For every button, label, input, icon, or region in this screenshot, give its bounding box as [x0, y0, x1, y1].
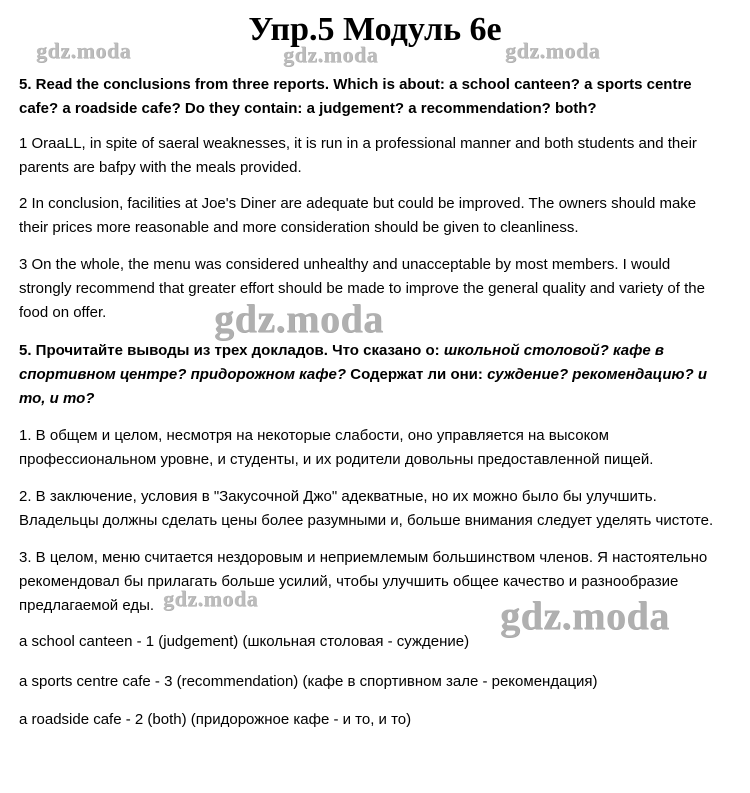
- watermark: gdz.moda: [500, 593, 670, 638]
- russian-conclusion-2: 2. В заключение, условия в "Закусочной Джо" адекватные, но их можно было бы улучшить. Владельцы должны сделать цены более разумными и, больше внимания следует уделять чистоте.: [19, 488, 714, 529]
- watermark: gdz.moda: [163, 586, 259, 611]
- english-conclusion-3: 3 On the whole, the menu was considered unhealthy and unacceptable by most members. I would strongly recommend that greater effort should be made to improve the general quality and variety of the food on offer.: [19, 256, 705, 321]
- russian-conclusion-3: 3. В целом, меню считается нездоровым и неприемлемым большинством членов. Я настоятельно рекомендовал бы прилагать больше усилий, чтобы улучшить общее качество и разнообразие предлагаемой еды.: [19, 549, 708, 614]
- russian-question-part-2: школьной столовой? кафе в спортивном центре? придорожном кафе?: [19, 342, 664, 383]
- watermark: gdz.moda: [214, 296, 384, 341]
- answer-school-canteen: a school canteen - 1 (judgement) (школьная столовая - суждение): [19, 633, 470, 650]
- page-title: Упр.5 Модуль 6е: [248, 11, 502, 48]
- russian-question-part-1: 5. Прочитайте выводы из трех докладов. Что сказано о:: [19, 342, 444, 359]
- russian-question-part-3: Содержат ли они:: [346, 366, 488, 383]
- watermark: gdz.moda: [505, 38, 601, 63]
- russian-conclusion-1: 1. В общем и целом, несмотря на некоторые слабости, оно управляется на высоком профессиональном уровне, и студенты, и их родители довольны предоставленной пищей.: [19, 427, 654, 468]
- english-question: 5. Read the conclusions from three reports. Which is about: a school canteen? a sports centre cafe? a roadside cafe? Do they contain: a judgement? a recommendation? both?: [19, 76, 692, 117]
- english-conclusion-1: 1 OraaLL, in spite of saeral weaknesses, it is run in a professional manner and both students and their parents are bafpy with the meals provided.: [19, 135, 697, 176]
- answer-sports-centre-cafe: a sports centre cafe - 3 (recommendation) (кафе в спортивном зале - рекомендация): [19, 673, 598, 690]
- russian-question-part-4: суждение? рекомендацию? и то, и то?: [19, 366, 707, 407]
- russian-question: [19, 339, 719, 411]
- watermark: gdz.moda: [36, 38, 132, 63]
- english-conclusion-2: 2 In conclusion, facilities at Joe's Diner are adequate but could be improved. The owners should make their prices more reasonable and more consideration should be given to cleanliness.: [19, 195, 697, 236]
- watermark: gdz.moda: [283, 42, 379, 67]
- answer-roadside-cafe: a roadside cafe - 2 (both) (придорожное кафе - и то, и то): [19, 711, 412, 728]
